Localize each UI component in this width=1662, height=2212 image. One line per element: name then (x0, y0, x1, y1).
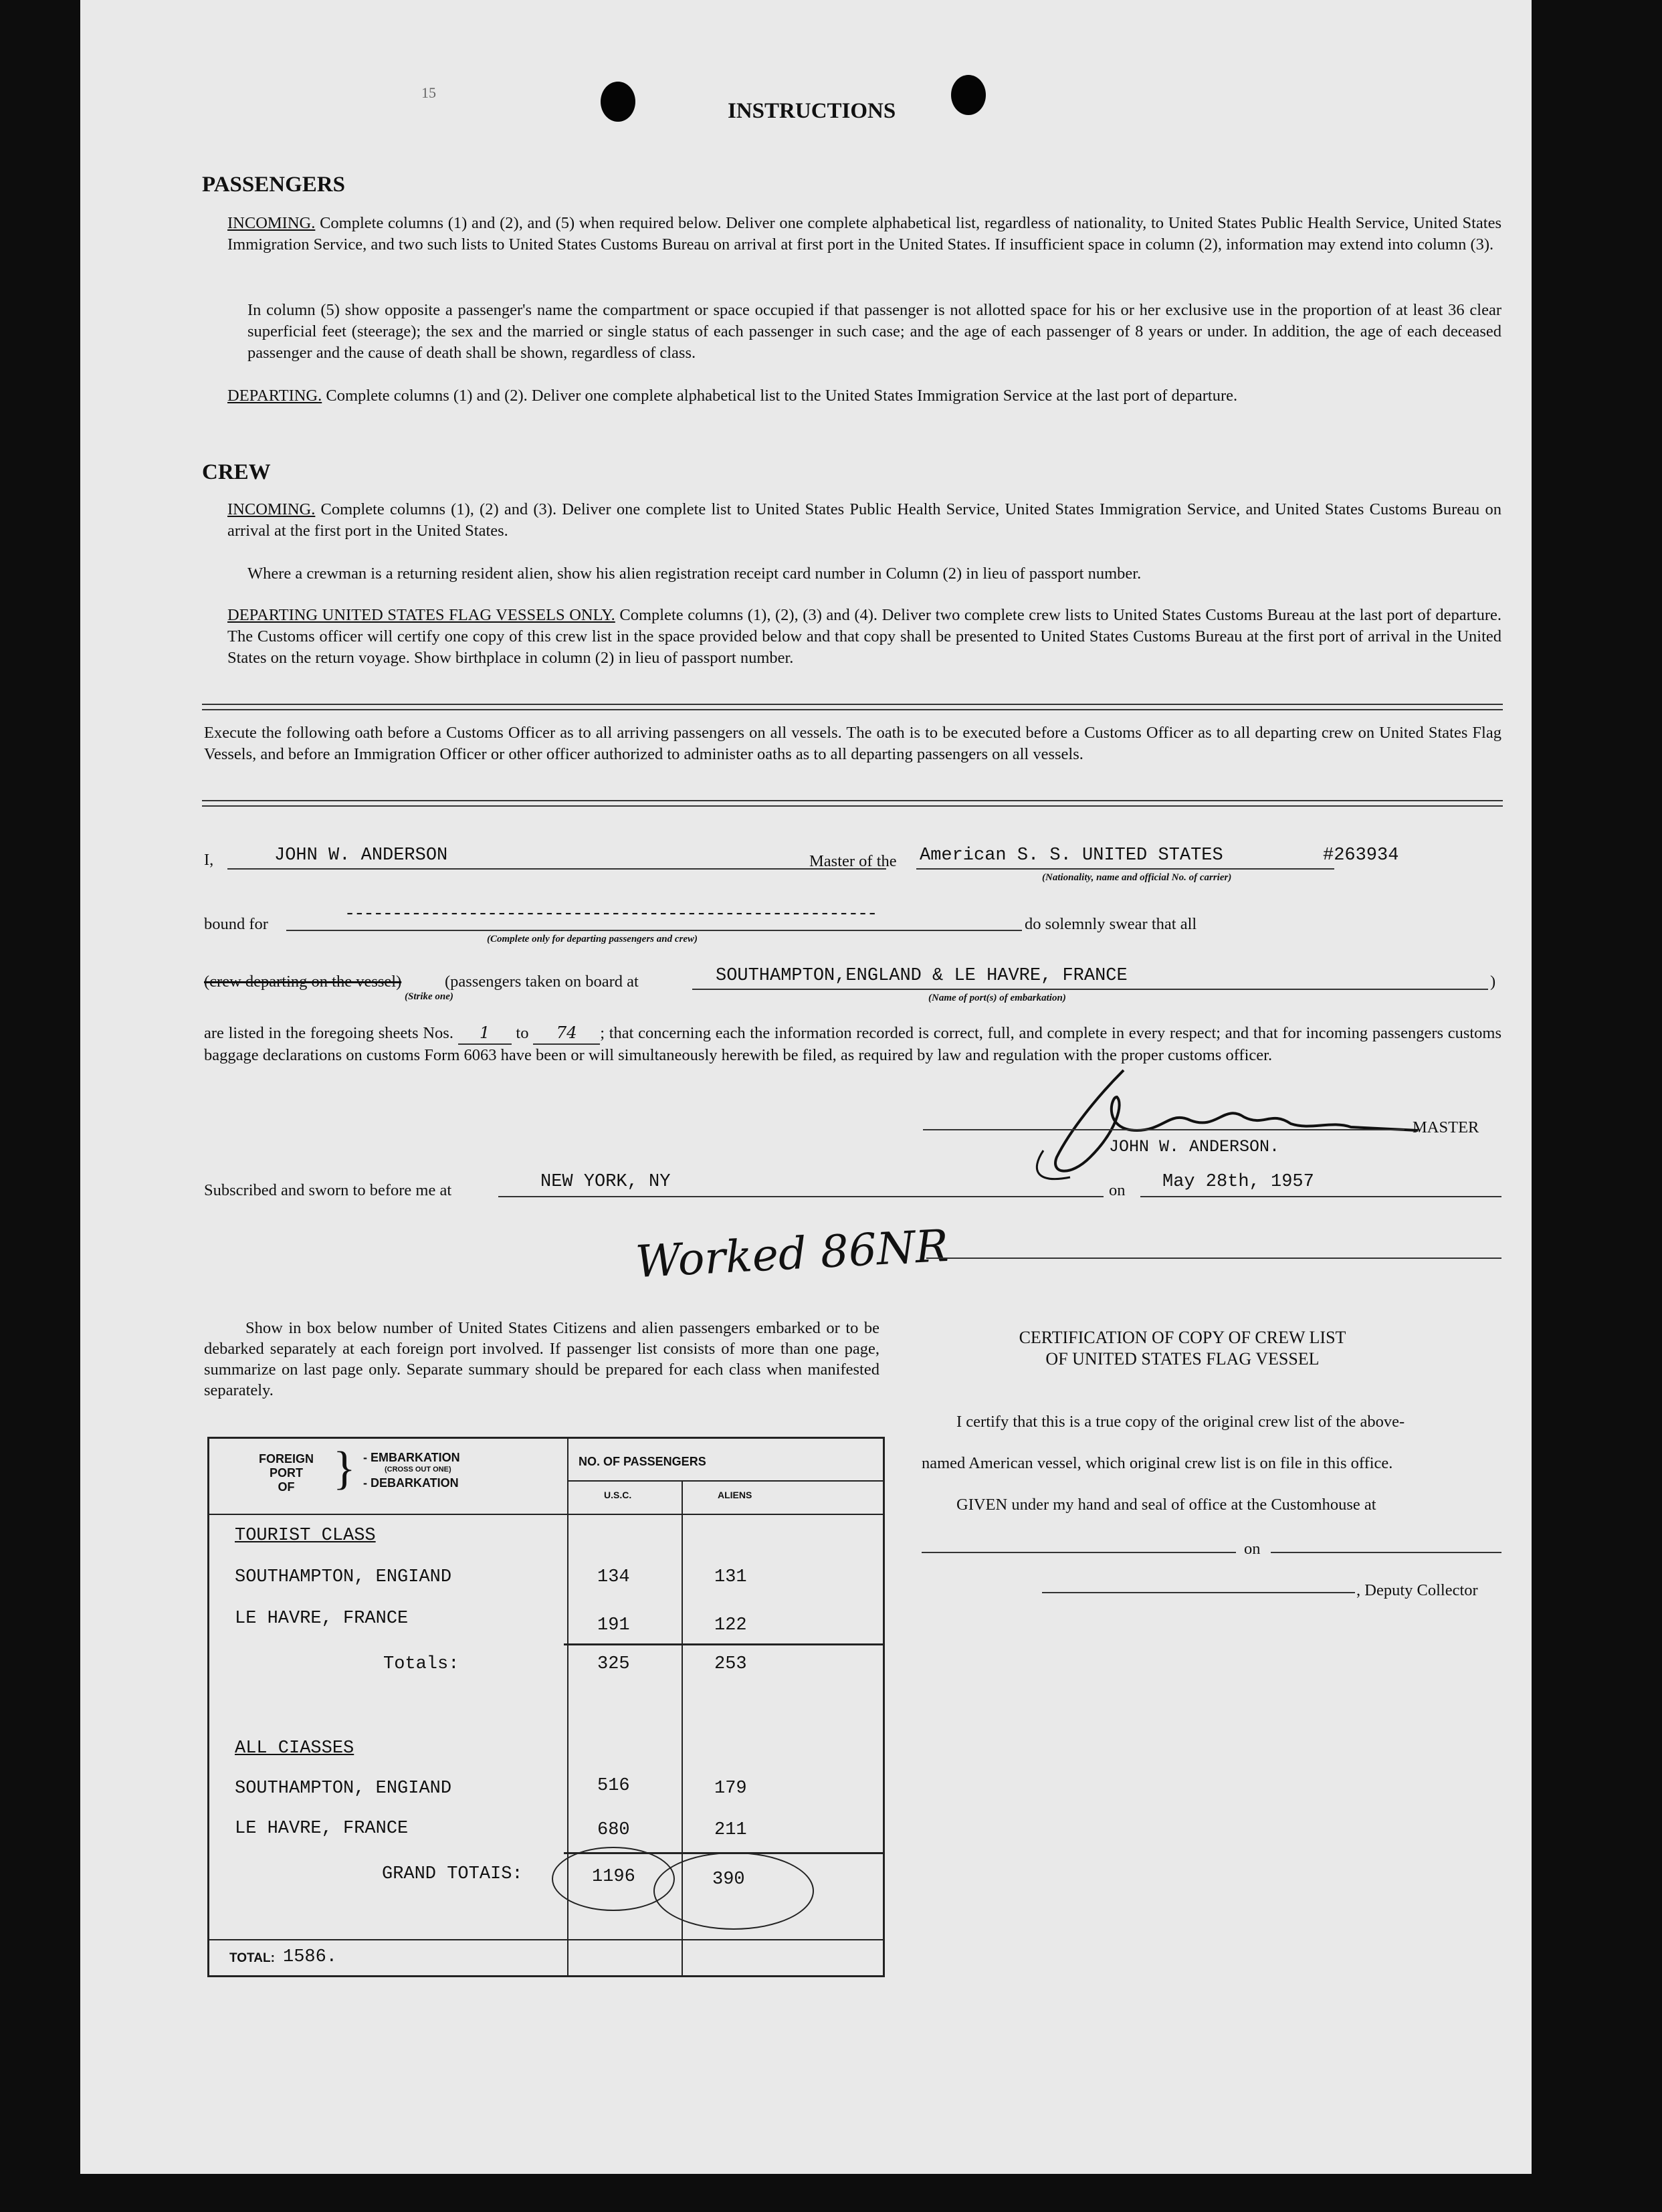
passengers-column5-paragraph: In column (5) show opposite a passenger's name the compartment or space occupied if that passenger is not allotted space for his or her exclusive use in the proportion of at least 36 clear superficial feet (steerage); the sex and the married or single status of each passenger in such case; and the age of each passenger of 8 years or under. In addition, the age of each deceased passenger and the cause of death shall be shown, regardless of class. (247, 301, 1501, 362)
bound-for-value: -------------------------------------------------------- (344, 904, 877, 924)
sheets-rest: ; that concerning each the information recorded is correct, full, and complete in every respect; and that for incoming passengers customs baggage declarations on customs Form 6063 have been or will simultaneously herewith be filed, as required by law and regulation with the proper customs officer. (204, 1024, 1502, 1064)
summary-instructions: Show in box below number of United States Citizens and alien passengers embarked or to be debarked separately at each foreign port involved. If passenger list consists of more than one page, summarize on last page only. Separate summary should be prepared for each class when manifested separately. (204, 1319, 879, 1399)
master-label: MASTER (1413, 1118, 1479, 1136)
sworn-on-label: on (1109, 1181, 1126, 1199)
certification-text-3: GIVEN under my hand and seal of office at the Customhouse at (956, 1496, 1376, 1514)
header-crossout: (CROSS OUT ONE) (385, 1466, 451, 1474)
summary-row-label: Totals: (383, 1654, 459, 1674)
crew-incoming-text: Complete columns (1), (2) and (3). Deliver one complete list to United States Public Health Service, United States Immigration Service, and United States Customs Bureau on arrival at the first port in the United States. (227, 500, 1501, 540)
ports-line (692, 989, 1488, 990)
page-title: INSTRUCTIONS (728, 99, 896, 123)
crew-resident-paragraph: Where a crewman is a returning resident alien, show his alien registration receipt card number in Column (2) in lieu of passport number. (247, 565, 1142, 583)
master-name: JOHN W. ANDERSON (274, 845, 448, 866)
summary-row-usc: 191 (597, 1615, 630, 1635)
certification-text-2: named American vessel, which original crew list is on file in this office. (922, 1454, 1393, 1472)
header-usc: U.S.C. (604, 1490, 632, 1500)
passengers-departing-paragraph (227, 385, 1501, 407)
vessel-name: American S. S. UNITED STATES (920, 845, 1223, 866)
crew-departing-text: Complete columns (1), (2), (3) and (4). Deliver two complete crew lists to United States Customs Bureau at the last port of departure. The Customs officer will certify one copy of this crew list in the space provided below and that copy shall be presented to United States Customs Bureau at the first port of arrival in the United States on the return voyage. Show birthplace in column (2) in lieu of passport number. (227, 606, 1501, 667)
ports-caption: (Name of port(s) of embarkation) (928, 993, 1066, 1003)
strike-caption: (Strike one) (405, 991, 453, 1002)
crew-heading: CREW (202, 460, 271, 484)
punch-hole (601, 82, 635, 122)
passengers-incoming-text: Complete columns (1) and (2), and (5) when required below. Deliver one complete alphabetical list, regardless of nationality, to United States Public Health Service, United States Immigration Service, and two such lists to United States Customs Bureau on arrival at first port in the United States. If insufficient space in column (2), information may extend into column (3). (227, 214, 1501, 254)
summary-row-label: SOUTHAMPTON, ENGIAND (235, 1567, 452, 1587)
summary-row-usc: 516 (597, 1776, 630, 1796)
sworn-date: May 28th, 1957 (1162, 1172, 1314, 1192)
certification-text-1: I certify that this is a true copy of the original crew list of the above- (956, 1413, 1405, 1431)
summary-row-label: GRAND TOTAIS: (382, 1864, 523, 1884)
summary-row-label: TOURIST CLASS (235, 1526, 376, 1546)
certification-title-1: CERTIFICATION OF COPY OF CREW LIST (1019, 1328, 1346, 1347)
vessel-line (916, 868, 1334, 870)
section-divider (202, 704, 1503, 710)
passengers-incoming-label: INCOMING. (227, 214, 316, 232)
summary-row-usc: 134 (597, 1567, 630, 1587)
brace: } (333, 1443, 356, 1494)
sheet-from: 1 (458, 1022, 512, 1045)
signature-line (923, 1129, 1405, 1130)
total-label: TOTAL: (229, 1951, 275, 1965)
certification-date-line (1271, 1552, 1501, 1553)
deputy-collector-label: , Deputy Collector (1356, 1581, 1478, 1599)
header-aliens: ALIENS (718, 1490, 752, 1500)
passengers-incoming-paragraph (227, 213, 1501, 256)
master-of-label: Master of the (809, 852, 897, 870)
grand-total-aliens-circle (653, 1852, 814, 1930)
sheet-to: 74 (533, 1022, 600, 1045)
summary-box (207, 1437, 885, 1977)
swear-text: do solemnly swear that all (1025, 915, 1197, 933)
total-value: 1586. (283, 1947, 338, 1967)
document-page (80, 0, 1532, 2174)
passengers-taken-label: (passengers taken on board at (445, 973, 639, 991)
blank-line (926, 1258, 1501, 1259)
to-label: to (516, 1024, 529, 1042)
bound-for-label: bound for (204, 915, 268, 933)
crew-departing-paragraph (227, 605, 1501, 669)
summary-row-aliens: 131 (714, 1567, 747, 1587)
oath-instructions: Execute the following oath before a Customs Officer as to all arriving passengers on all vessels. The oath is to be executed before a Customs Officer as to all departing crew on United States Flag Vessels, and before an Immigration Officer or other officer authorized to administer oaths as to all departing passengers on all vessels. (204, 724, 1501, 763)
deputy-line (1042, 1592, 1355, 1593)
sworn-place-line (498, 1196, 1104, 1197)
sworn-label: Subscribed and sworn to before me at (204, 1181, 452, 1199)
punch-hole (951, 75, 986, 115)
summary-row-usc: 680 (597, 1820, 630, 1840)
strike-text: (crew departing on the vessel) (204, 973, 402, 991)
header-no-passengers: NO. OF PASSENGERS (579, 1455, 706, 1468)
summary-row-label: SOUTHAMPTON, ENGIAND (235, 1779, 452, 1799)
sworn-date-line (1140, 1196, 1501, 1197)
bound-for-line (286, 930, 1022, 931)
header-foreign-port: FOREIGN PORT OF (258, 1452, 314, 1494)
summary-row-aliens: 179 (714, 1779, 747, 1799)
summary-row-label: LE HAVRE, FRANCE (235, 1609, 409, 1629)
summary-row-usc: 325 (597, 1654, 630, 1674)
summary-row-usc: 1196 (592, 1867, 635, 1887)
vessel-caption: (Nationality, name and official No. of carrier) (1042, 872, 1232, 883)
handwritten-note: Worked 86NR (634, 1219, 950, 1288)
close-paren: ) (1490, 973, 1496, 991)
header-debarkation: - DEBARKATION (363, 1476, 459, 1490)
summary-row-aliens: 211 (714, 1820, 747, 1840)
embarkation-ports: SOUTHAMPTON,ENGLAND & LE HAVRE, FRANCE (716, 966, 1128, 986)
summary-row-aliens: 390 (712, 1870, 745, 1890)
sworn-place: NEW YORK, NY (540, 1172, 671, 1192)
certification-title-2: OF UNITED STATES FLAG VESSEL (1045, 1349, 1320, 1369)
header-embarkation: - EMBARKATION (363, 1451, 460, 1464)
typed-signature: JOHN W. ANDERSON. (1109, 1137, 1280, 1157)
master-signature (1017, 1057, 1431, 1191)
section-divider (202, 800, 1503, 807)
summary-row-aliens: 122 (714, 1615, 747, 1635)
passengers-departing-text: Complete columns (1) and (2). Deliver one complete alphabetical list to the United States Immigration Service at the last port of departure. (326, 387, 1238, 405)
summary-row-label: LE HAVRE, FRANCE (235, 1819, 409, 1839)
summary-row-aliens: 253 (714, 1654, 747, 1674)
crew-incoming-paragraph (227, 499, 1501, 542)
summary-row-label: ALL CIASSES (235, 1738, 354, 1758)
oath-i-label: I, (204, 851, 214, 869)
passengers-departing-label: DEPARTING. (227, 387, 322, 405)
corner-mark: 15 (421, 84, 436, 101)
customhouse-line (922, 1552, 1236, 1553)
sheets-label: are listed in the foregoing sheets Nos. (204, 1024, 453, 1042)
name-line (227, 868, 886, 870)
crew-incoming-label: INCOMING. (227, 500, 316, 518)
crew-departing-label: DEPARTING UNITED STATES FLAG VESSELS ONLY. (227, 606, 615, 624)
certification-on-label: on (1244, 1540, 1261, 1558)
passengers-heading: PASSENGERS (202, 173, 345, 197)
official-number: #263934 (1323, 845, 1399, 866)
bound-for-caption: (Complete only for departing passengers and crew) (487, 934, 698, 944)
